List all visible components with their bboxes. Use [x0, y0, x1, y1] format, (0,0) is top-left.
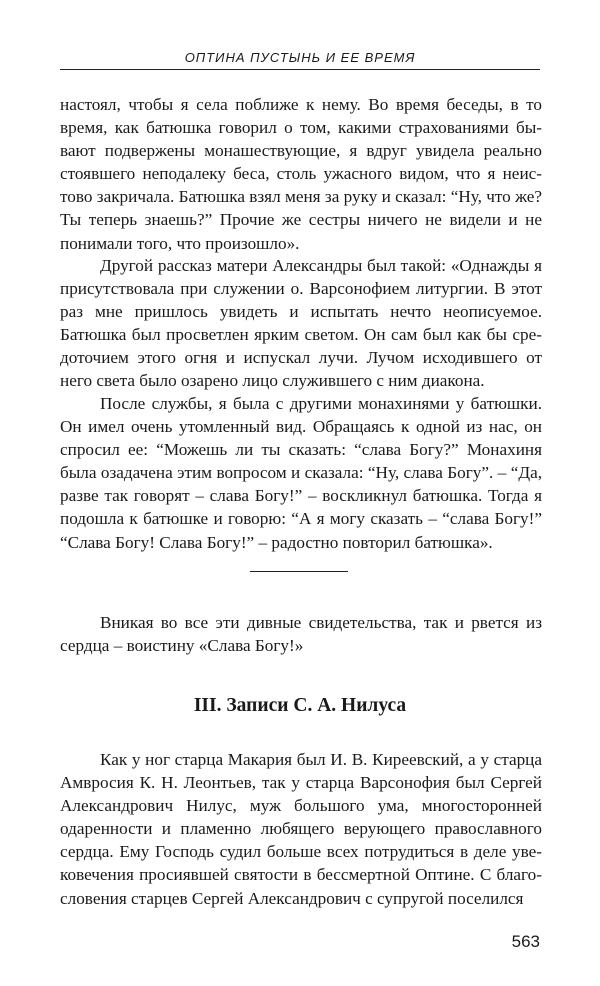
- paragraph-after-service: После службы, я была с другими монахинями у батюшки. Он имел очень утомленный вид. Обращаясь к одной из нас, он спросил ее: “Можешь ли ты сказать: “слава Богу?” Монахиня была озадачена этим вопросом и сказала: “Ну, слава Богу”. – “Да, разве так говорят – слава Богу!” – воскликнул батюшка. Тогда я подошла к батюшке и говорю: “А я могу сказать – “слава Богу!” “Слава Богу! Слава Богу!” – радостно повторил батюшка».: [60, 394, 542, 552]
- section-separator: [250, 571, 348, 572]
- page-number: 563: [511, 932, 540, 951]
- paragraph-continuation: настоял, чтобы я села поближе к нему. Во время беседы, в то время, как батюшка говорил о том, какими страхованиями бывают подвержены монашествующие, я вдруг увидела реально стоявшего неподалеку беса, столь ужасного видом, что я неистово закричала. Батюшка взял меня за руку и сказал: “Ну, что же? Ты теперь знаешь?” Прочие же сестры ничего не видели и не понимали того, что произошло».: [60, 95, 542, 253]
- section-title: III. Записи С. А. Нилуса: [193, 695, 407, 716]
- running-header: ОПТИНА ПУСТЫНЬ И ЕЕ ВРЕМЯ: [184, 50, 416, 65]
- paragraph-alexandra-story: Другой рассказ матери Александры был такой: «Однажды я присутствовала при служении о. Варсонофием литургии. В этот раз мне пришлось увидеть и испытать нечто неописуемое. Батюшка был просветлен ярким светом. Он сам был как бы средоточием этого огня и испускал лучи. Лучом исходившего от него света было озарено лицо служившего с ним диакона.: [60, 256, 542, 391]
- paragraph-nilus-intro: Как у ног старца Макария был И. В. Киреевский, а у старца Амвросия К. Н. Леонтьев, так у старца Варсонофия был Сергей Александрович Нилус, муж большого ума, многосторонней одаренности и пламенно любящего верующего православного сердца. Ему Господь судил больше всех потрудиться в деле увековечения просиявшей святости в бессмертной Оптине. С благословения старцев Сергей Александрович с супругой поселился: [60, 750, 542, 908]
- paragraph-reflection: Вникая во все эти дивные свидетельства, так и рвется из сердца – воистину «Слава Богу!»: [60, 613, 542, 656]
- header-rule: [60, 69, 540, 70]
